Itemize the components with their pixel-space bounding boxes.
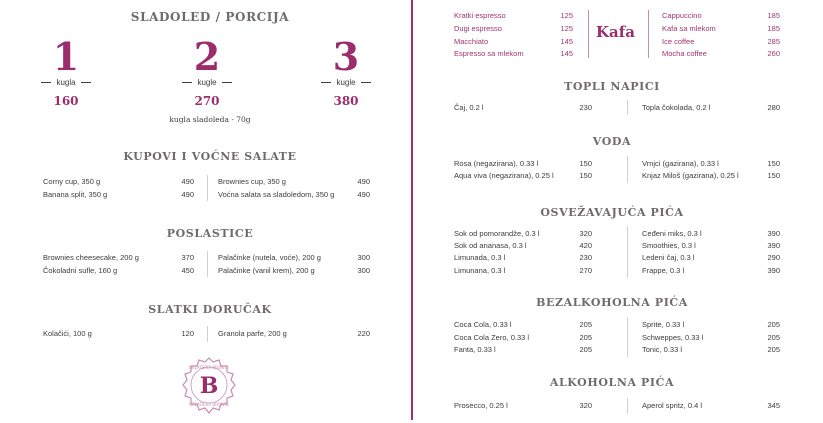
gelateria-logo: [181, 356, 237, 418]
menu-item: Kolačići, 100 g: [43, 329, 92, 338]
menu-price: 205: [579, 345, 592, 354]
section-title-kupovi: KUPOVI I VOĆNE SALATE: [123, 150, 297, 163]
menu-price: 205: [579, 333, 592, 342]
column-separator: [648, 10, 649, 58]
svg-text:GELATERIA BRONTE: GELATERIA BRONTE: [189, 402, 229, 407]
menu-item: Palačinke (vanil krem), 200 g: [218, 266, 315, 275]
menu-item: Kratki espresso: [454, 11, 506, 20]
section-title-alkoholna: ALKOHOLNA PIĆA: [549, 376, 675, 389]
section-title-dorucak: SLATKI DORUČAK: [148, 303, 272, 316]
scoop-1-price: 160: [53, 94, 79, 108]
menu-price: 120: [181, 329, 194, 338]
menu-price: 145: [560, 37, 573, 46]
menu-price: 420: [579, 241, 592, 250]
menu-item: Čaj, 0.2 l: [454, 103, 484, 112]
menu-price: 270: [579, 266, 592, 275]
menu-price: 450: [181, 266, 194, 275]
menu-price: 390: [767, 241, 780, 250]
menu-price: 345: [767, 401, 780, 410]
menu-item: Topla čokolada, 0.2 l: [642, 103, 711, 112]
menu-price: 150: [767, 159, 780, 168]
column-separator: [627, 317, 628, 357]
menu-item: Schweppes, 0.33 l: [642, 333, 704, 342]
menu-item: Brownies cheesecake, 200 g: [43, 253, 139, 262]
scoop-3-price: 380: [333, 94, 359, 108]
scoop-3-number: 3: [332, 34, 360, 79]
menu-price: 280: [767, 103, 780, 112]
svg-text:B: B: [199, 373, 219, 399]
menu-price: 205: [767, 345, 780, 354]
column-separator: [588, 10, 589, 58]
menu-item: Brownies cup, 350 g: [218, 177, 286, 186]
menu-item: Tonic, 0.33 l: [642, 345, 683, 354]
menu-item: Vrnjci (gazirana), 0.33 l: [642, 159, 719, 168]
column-separator: [207, 326, 208, 342]
menu-price: 185: [767, 11, 780, 20]
column-separator: [627, 100, 628, 115]
menu-price: 260: [767, 49, 780, 58]
menu-item: Limunana, 0.3 l: [454, 266, 506, 275]
menu-price: 150: [579, 159, 592, 168]
menu-price: 285: [767, 37, 780, 46]
menu-item: Kafa sa mlekom: [662, 24, 716, 33]
menu-price: 490: [181, 177, 194, 186]
column-separator: [627, 398, 628, 414]
kafa-title: Kafa: [596, 23, 635, 41]
menu-item: Limunada, 0.3 l: [454, 253, 506, 262]
menu-price: 370: [181, 253, 194, 262]
menu-price: 145: [560, 49, 573, 58]
menu-item: Smoothies, 0.3 l: [642, 241, 696, 250]
scoop-2-label: kugle: [167, 78, 247, 87]
menu-item: Granola parfe, 200 g: [218, 329, 287, 338]
menu-item: Ice coffee: [662, 37, 695, 46]
menu-price: 490: [357, 177, 370, 186]
menu-price: 205: [767, 320, 780, 329]
menu-item: Coca Cola Zero, 0.33 l: [454, 333, 530, 342]
column-separator: [207, 251, 208, 277]
menu-item: Sok od ananasa, 0.3 l: [454, 241, 527, 250]
menu-item: Macchiato: [454, 37, 489, 46]
menu-item: Sprite, 0.33 l: [642, 320, 685, 329]
section-title-topli: TOPLI NAPICI: [564, 80, 660, 93]
menu-item: Sok od pomorandže, 0.3 l: [454, 229, 540, 238]
section-title-bezalkoholna: BEZALKOHOLNA PIĆA: [536, 296, 688, 309]
menu-item: Mocha coffee: [662, 49, 707, 58]
menu-item: Rosa (negazirana), 0.33 l: [454, 159, 539, 168]
scoop-1-number: 1: [52, 34, 80, 79]
scoop-3-label: kugle: [306, 78, 386, 87]
section-title-poslastice: POSLASTICE: [166, 227, 254, 240]
menu-price: 230: [579, 253, 592, 262]
menu-item: Cappuccino: [662, 11, 702, 20]
menu-price: 300: [357, 253, 370, 262]
menu-price: 490: [181, 190, 194, 199]
column-separator: [627, 226, 628, 278]
menu-price: 490: [357, 190, 370, 199]
menu-price: 300: [357, 266, 370, 275]
menu-item: Palačinke (nutela, voće), 200 g: [218, 253, 321, 262]
menu-item: Banana split, 350 g: [43, 190, 108, 199]
menu-price: 230: [579, 103, 592, 112]
menu-price: 150: [579, 171, 592, 180]
menu-item: Aperol spritz, 0.4 l: [642, 401, 703, 410]
scoop-1-label: kugla: [26, 78, 106, 87]
menu-price: 390: [767, 229, 780, 238]
scoop-2-price: 270: [194, 94, 220, 108]
menu-price: 205: [767, 333, 780, 342]
menu-item: Ledeni čaj, 0.3 l: [642, 253, 695, 262]
menu-price: 290: [767, 253, 780, 262]
menu-item: Coca Cola, 0.33 l: [454, 320, 512, 329]
menu-item: Voćna salata sa sladoledom, 350 g: [218, 190, 335, 199]
menu-price: 185: [767, 24, 780, 33]
column-separator: [207, 175, 208, 201]
section-title-voda: VODA: [592, 135, 632, 148]
menu-item: Frappe, 0.3 l: [642, 266, 685, 275]
menu-item: Prosecco, 0.25 l: [454, 401, 508, 410]
menu-item: Knjaz Miloš (gazirana), 0.25 l: [642, 171, 739, 180]
scoop-2-number: 2: [193, 34, 221, 79]
menu-item: Dugi espresso: [454, 24, 502, 33]
svg-text:GELATERIA BRONTE: GELATERIA BRONTE: [189, 365, 229, 370]
menu-price: 150: [767, 171, 780, 180]
section-title-osvezavajuca: OSVEŽAVAJUĆA PIĆA: [540, 206, 684, 219]
ice-cream-title: SLADOLED / PORCIJA: [130, 10, 290, 24]
menu-item: Aqua viva (negazirana), 0.25 l: [454, 171, 554, 180]
menu-price: 125: [560, 24, 573, 33]
page-divider: [411, 0, 413, 420]
menu-price: 220: [357, 329, 370, 338]
menu-price: 125: [560, 11, 573, 20]
column-separator: [627, 156, 628, 183]
menu-item: Espresso sa mlekom: [454, 49, 524, 58]
menu-price: 320: [579, 401, 592, 410]
menu-item: Čokoladni sufle, 160 g: [43, 266, 118, 275]
menu-price: 320: [579, 229, 592, 238]
menu-price: 390: [767, 266, 780, 275]
scoop-note: kugla sladoleda - 70g: [169, 115, 251, 124]
menu-price: 205: [579, 320, 592, 329]
menu-item: Corny cup, 350 g: [43, 177, 101, 186]
menu-item: Fanta, 0.33 l: [454, 345, 496, 354]
menu-item: Ceđeni miks, 0.3 l: [642, 229, 702, 238]
